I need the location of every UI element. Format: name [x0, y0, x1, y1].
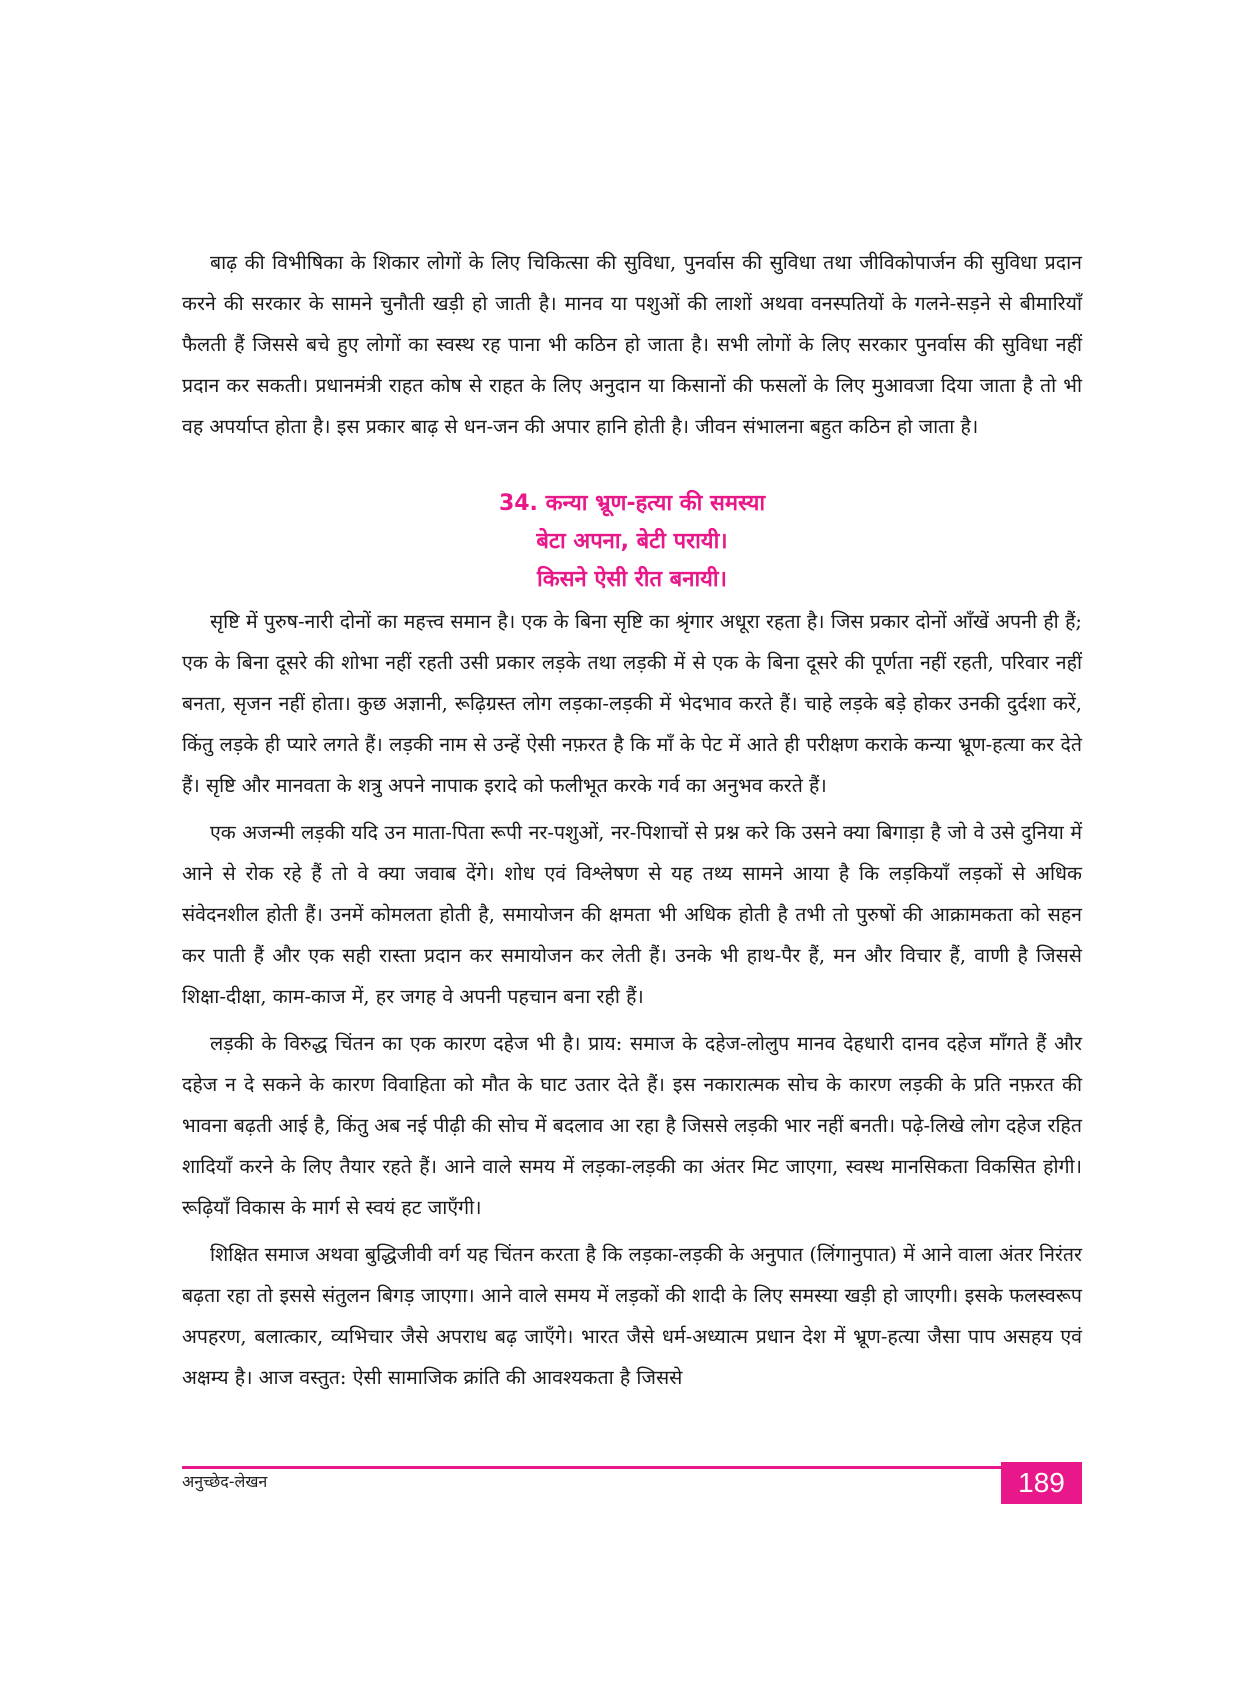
verse-line-2: किसने ऐसी रीत बनायी। — [537, 567, 727, 592]
section-heading — [182, 485, 1082, 599]
verse-line-1: बेटा अपना, बेटी परायी। — [536, 529, 728, 554]
body-paragraph: सृष्टि में पुरुष-नारी दोनों का महत्त्व समान है। एक के बिना सृष्टि का श्रृंगार अधूरा रहता है। जिस प्रकार दोनों आँखें अपनी ही हैं; एक के बिना दूसरे की शोभा नहीं रहती उसी प्रकार लड़के तथा लड़की में से एक के बिना दूसरे की पूर्णता नहीं रहती, परिवार नहीं बनता, सृजन नहीं होता। कुछ अज्ञानी, रूढ़िग्रस्त लोग लड़का-लड़की में भेदभाव करते हैं। चाहे लड़के बड़े होकर उनकी दुर्दशा करें, किंतु लड़के ही प्यारे लगते हैं। लड़की नाम से उन्हें ऐसी नफ़रत है कि माँ के पेट में आते ही परीक्षण कराके कन्या भ्रूण-हत्या कर देते हैं। सृष्टि और मानवता के शत्रु अपने नापाक इरादे को फलीभूत करके गर्व का अनुभव करते हैं। — [182, 610, 1082, 797]
page-number: 189 — [1001, 1462, 1082, 1504]
intro-paragraph: बाढ़ की विभीषिका के शिकार लोगों के लिए चिकित्सा की सुविधा, पुनर्वास की सुविधा तथा जीविकोपार्जन की सुविधा प्रदान करने की सरकार के सामने चुनौती खड़ी हो जाती है। मानव या पशुओं की लाशों अथवा वनस्पतियों के गलने-सड़ने से बीमारियाँ फैलती हैं जिससे बचे हुए लोगों का स्वस्थ रह पाना भी कठिन हो जाता है। सभी लोगों के लिए सरकार पुनर्वास की सुविधा नहीं प्रदान कर सकती। प्रधानमंत्री राहत कोष से राहत के लिए अनुदान या किसानों की फसलों के लिए मुआवजा दिया जाता है तो भी वह अपर्याप्त होता है। इस प्रकार बाढ़ से धन-जन की अपार हानि होती है। जीवन संभालना बहुत कठिन हो जाता है। — [182, 251, 1082, 438]
footer-label: अनुच्छेद-लेखन — [182, 1472, 268, 1491]
body-paragraph: एक अजन्मी लड़की यदि उन माता-पिता रूपी नर-पशुओं, नर-पिशाचों से प्रश्न करे कि उसने क्या बिगाड़ा है जो वे उसे दुनिया में आने से रोक रहे हैं तो वे क्या जवाब देंगे। शोध एवं विश्लेषण से यह तथ्य सामने आया है कि लड़कियाँ लड़कों से अधिक संवेदनशील होती हैं। उनमें कोमलता होती है, समायोजन की क्षमता भी अधिक होती है तभी तो पुरुषों की आक्रामकता को सहन कर पाती हैं और एक सही रास्ता प्रदान कर समायोजन कर लेती हैं। उनके भी हाथ-पैर हैं, मन और विचार हैं, वाणी है जिससे शिक्षा-दीक्षा, काम-काज में, हर जगह वे अपनी पहचान बना रही हैं। — [182, 821, 1082, 1008]
footer-divider — [182, 1466, 1082, 1469]
body-paragraph: शिक्षित समाज अथवा बुद्धिजीवी वर्ग यह चिंतन करता है कि लड़का-लड़की के अनुपात (लिंगानुपात) में आने वाला अंतर निरंतर बढ़ता रहा तो इससे संतुलन बिगड़ जाएगा। आने वाले समय में लड़कों की शादी के लिए समस्या खड़ी हो जाएगी। इसके फलस्वरूप अपहरण, बलात्कार, व्यभिचार जैसे अपराध बढ़ जाएँगे। भारत जैसे धर्म-अध्यात्म प्रधान देश में भ्रूण-हत्या जैसा पाप असहय एवं अक्षम्य है। आज वस्तुत: ऐसी सामाजिक क्रांति की आवश्यकता है जिससे — [182, 1243, 1082, 1389]
body-paragraph: लड़की के विरुद्ध चिंतन का एक कारण दहेज भी है। प्राय: समाज के दहेज-लोलुप मानव देहधारी दानव दहेज माँगते हैं और दहेज न दे सकने के कारण विवाहिता को मौत के घाट उतार देते हैं। इस नकारात्मक सोच के कारण लड़की के प्रति नफ़रत की भावना बढ़ती आई है, किंतु अब नई पीढ़ी की सोच में बदलाव आ रहा है जिससे लड़की भार नहीं बनती। पढ़े-लिखे लोग दहेज रहित शादियाँ करने के लिए तैयार रहते हैं। आने वाले समय में लड़का-लड़की का अंतर मिट जाएगा, स्वस्थ मानसिकता विकसित होगी। रूढ़ियाँ विकास के मार्ग से स्वयं हट जाएँगी। — [182, 1032, 1082, 1219]
page-content — [182, 242, 1082, 1398]
section-title: 34. कन्या भ्रूण-हत्या की समस्या — [498, 491, 766, 516]
